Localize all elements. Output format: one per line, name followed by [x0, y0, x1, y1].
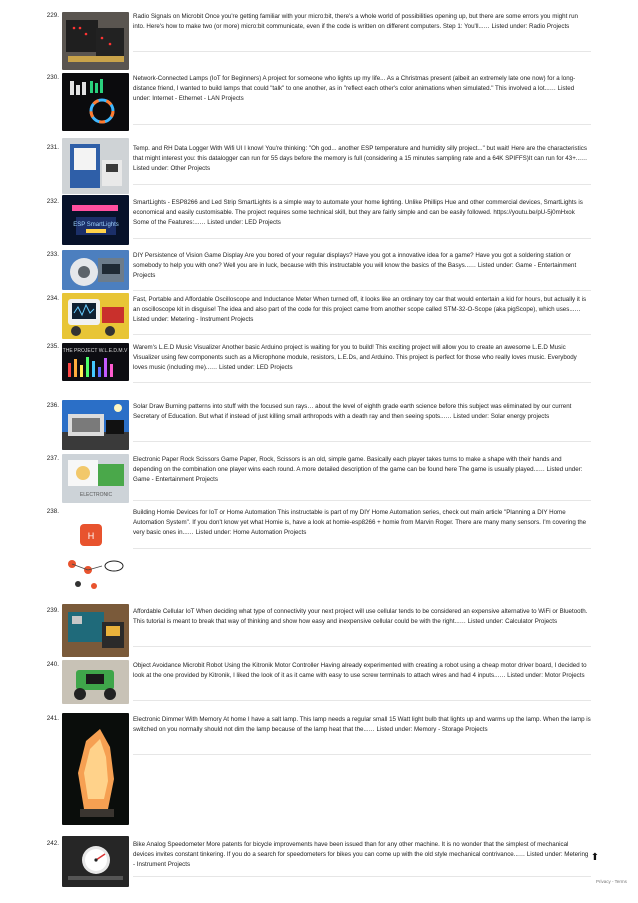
- divider: [133, 184, 591, 185]
- item-description[interactable]: Temp. and RH Data Logger With Wifi UI I know! You're thinking: "Oh god... another ESP temperature and humidity silly project..." but wait! Here are the characteristics that might interest you: this datalogger can run for 55 days before the memory is full (considering a 15 minutes sampling rate and a 64K SPIFFS)It can run for 43+...… Listed under: Other Projects: [133, 145, 588, 173]
- item-thumbnail[interactable]: [62, 293, 129, 339]
- item-thumbnail[interactable]: [62, 454, 129, 503]
- item-description[interactable]: Network-Connected Lamps (IoT for Beginners) A project for someone who lights up my life... As a Christmas present (albeit an extremely late one now) for a long-distance friend, I wanted to build lamps that could "talk" to one another, as in "reflect each other's color animations when simulated." This involved a lot...… Listed under: Internet - Ethernet - LAN Projects: [133, 75, 576, 103]
- item-number: 234.: [46, 295, 59, 302]
- item-thumbnail[interactable]: [62, 520, 129, 598]
- divider: [133, 124, 591, 125]
- divider: [133, 700, 591, 701]
- item-number: 238.: [46, 508, 59, 515]
- item-description[interactable]: SmartLights - ESP8266 and Led Strip SmartLights is a simple way to automate your home lighting. Unlike Phillips Hue and other commercial devices, SmartLights is economical and easily customisable. The project requires some technical skill, but they are fairly simple and can be easily followed. https://youtu.be/pU-5j0mHxok Some of the Features:...… Listed under: LED Projects: [133, 199, 583, 227]
- item-description[interactable]: Bike Analog Speedometer More patents for bicycle improvements have been issued than for any other machine. It is no wonder that the simplest of mechanical devices invites constant tinkering. If you do a search for speedometers for bikes you can come up with the old style mechanical contrivance...… Listed under: Metering - Instrument Projects: [133, 841, 589, 869]
- item-thumbnail[interactable]: [62, 343, 129, 381]
- item-number: 236.: [46, 402, 59, 409]
- svg-text:H: H: [87, 531, 95, 541]
- item-number: 242.: [46, 840, 59, 847]
- item-number: 235.: [46, 343, 59, 350]
- item-number: 233.: [46, 251, 59, 258]
- divider: [133, 646, 591, 647]
- svg-text:THE PROJECT W.L.E.D.M.V: THE PROJECT W.L.E.D.M.V: [62, 348, 128, 354]
- item-number: 241.: [46, 715, 59, 722]
- item-description[interactable]: Warem's L.E.D Music Visualizer Another basic Arduino project is waiting for you to build! This exciting project will allow you to create an awesome L.E.D Music Visualizer using few components such as a Microphone module, resistors, L.E.Ds, and Arduino. This project is perfect for those who really loves music. Everybody loves music (including me)...… Listed under: LED Projects: [133, 344, 577, 372]
- item-description[interactable]: Fast, Portable and Affordable Oscilloscope and Inductance Meter When turned off, it looks like an ordinary toy car that would entertain a kid for hours, but actually it is an oscilloscope kit in disguise! The idea and also part of the code for this project came from another scope called STM-32-O-Scope (aka pigScope), which uses...… Listed under: Metering - Instrument Projects: [133, 296, 587, 324]
- divider: [133, 548, 591, 549]
- svg-text:ELECTRONIC: ELECTRONIC: [79, 492, 113, 498]
- item-description[interactable]: Object Avoidance Microbit Robot Using the Kitronik Motor Controller Having already experimented with creating a robot using a cheap motor driver board, I decided to look at the one provided by Kitronik, I liked the look of it as it came with easy to use screw terminals to attach wires and had 4 inputs...… Listed under: Motor Projects: [133, 662, 587, 680]
- divider: [133, 382, 591, 383]
- item-thumbnail[interactable]: [62, 195, 129, 245]
- divider: [133, 51, 591, 52]
- item-number: 239.: [46, 607, 59, 614]
- item-number: 229.: [46, 12, 59, 19]
- divider: [133, 334, 591, 335]
- item-thumbnail[interactable]: [62, 836, 129, 887]
- divider: [133, 290, 591, 291]
- arrow-up-icon[interactable]: ⬆: [590, 852, 600, 863]
- item-number: 240.: [46, 661, 59, 668]
- divider: [133, 441, 591, 442]
- item-thumbnail[interactable]: [62, 400, 129, 450]
- divider: [133, 500, 591, 501]
- item-description[interactable]: Electronic Dimmer With Memory At home I have a salt lamp. This lamp needs a regular small 15 Watt light bulb that lights up and warms up the lamp. When the lamp is switched on you normally should not dim the lamp because of the lamp heat that the...… Listed under: Memory - Storage Projects: [133, 716, 591, 734]
- item-description[interactable]: Affordable Cellular IoT When deciding what type of connectivity your next project will use cellular tends to be considered an expensive alternative to WiFi or Bluetooth. This tutorial is meant to break that way of thinking and show how easy and inexpensive cellular could be with the right...… Listed under: Calculator Projects: [133, 608, 588, 626]
- item-thumbnail[interactable]: [62, 12, 129, 70]
- divider: [133, 238, 591, 239]
- item-thumbnail[interactable]: [62, 604, 129, 657]
- item-description[interactable]: Building Homie Devices for IoT or Home Automation This instructable is part of my DIY Home Automation series, check out main article "Planning a DIY Home Automation System". If you don't know yet what Homie is, have a look at homie-esp8266 + homie from Marvin Roger. There are many many sensors. I'm covering the very basic ones in...… Listed under: Home Automation Projects: [133, 509, 587, 537]
- item-thumbnail[interactable]: [62, 73, 129, 131]
- item-thumbnail[interactable]: [62, 250, 129, 290]
- item-description[interactable]: Electronic Paper Rock Scissors Game Paper, Rock, Scissors is an old, simple game. Basically each player takes turns to make a shape with their hands and depending on the combination one player wins each round. A more detailed description of the game can be found here The game is usually played...… Listed under: Game - Entertainment Projects: [133, 456, 583, 484]
- divider: [133, 754, 591, 755]
- item-thumbnail[interactable]: [62, 138, 129, 194]
- item-number: 232.: [46, 198, 59, 205]
- divider: [133, 876, 591, 877]
- item-description[interactable]: Solar Draw Burning patterns into stuff with the focused sun rays… about the level of eighth grade earth science before this subject was eliminated by our current Secretary of Education. But what if instead of just killing small arthropods with a death ray and then seeing spots...… Listed under: Solar energy projects: [133, 403, 572, 421]
- item-thumbnail[interactable]: [62, 660, 129, 704]
- item-description[interactable]: DIY Persistence of Vision Game Display Are you bored of your regular displays? Have you got a innovative idea for a game? Have you got a soldering station or somebody to help you with one? Well you are in luck, because with this instructable you will know the basics of the Basys...… Listed under: Game - Entertainment Projects: [133, 252, 577, 280]
- item-thumbnail[interactable]: [62, 713, 129, 825]
- item-number: 237.: [46, 455, 59, 462]
- svg-text:ESP SmartLights: ESP SmartLights: [73, 222, 119, 228]
- item-description[interactable]: Radio Signals on Microbit Once you're getting familiar with your micro:bit, there's a whole world of possibilities opening up, but there are some errors you might run into. Here's how to make two (or more) micro:bit communicate, even if the code is written on different computers. Step 1: You'll...… Listed under: Radio Projects: [133, 13, 578, 31]
- footer-privacy-terms[interactable]: Privacy - Terms: [596, 879, 627, 884]
- item-number: 231.: [46, 144, 59, 151]
- item-number: 230.: [46, 74, 59, 81]
